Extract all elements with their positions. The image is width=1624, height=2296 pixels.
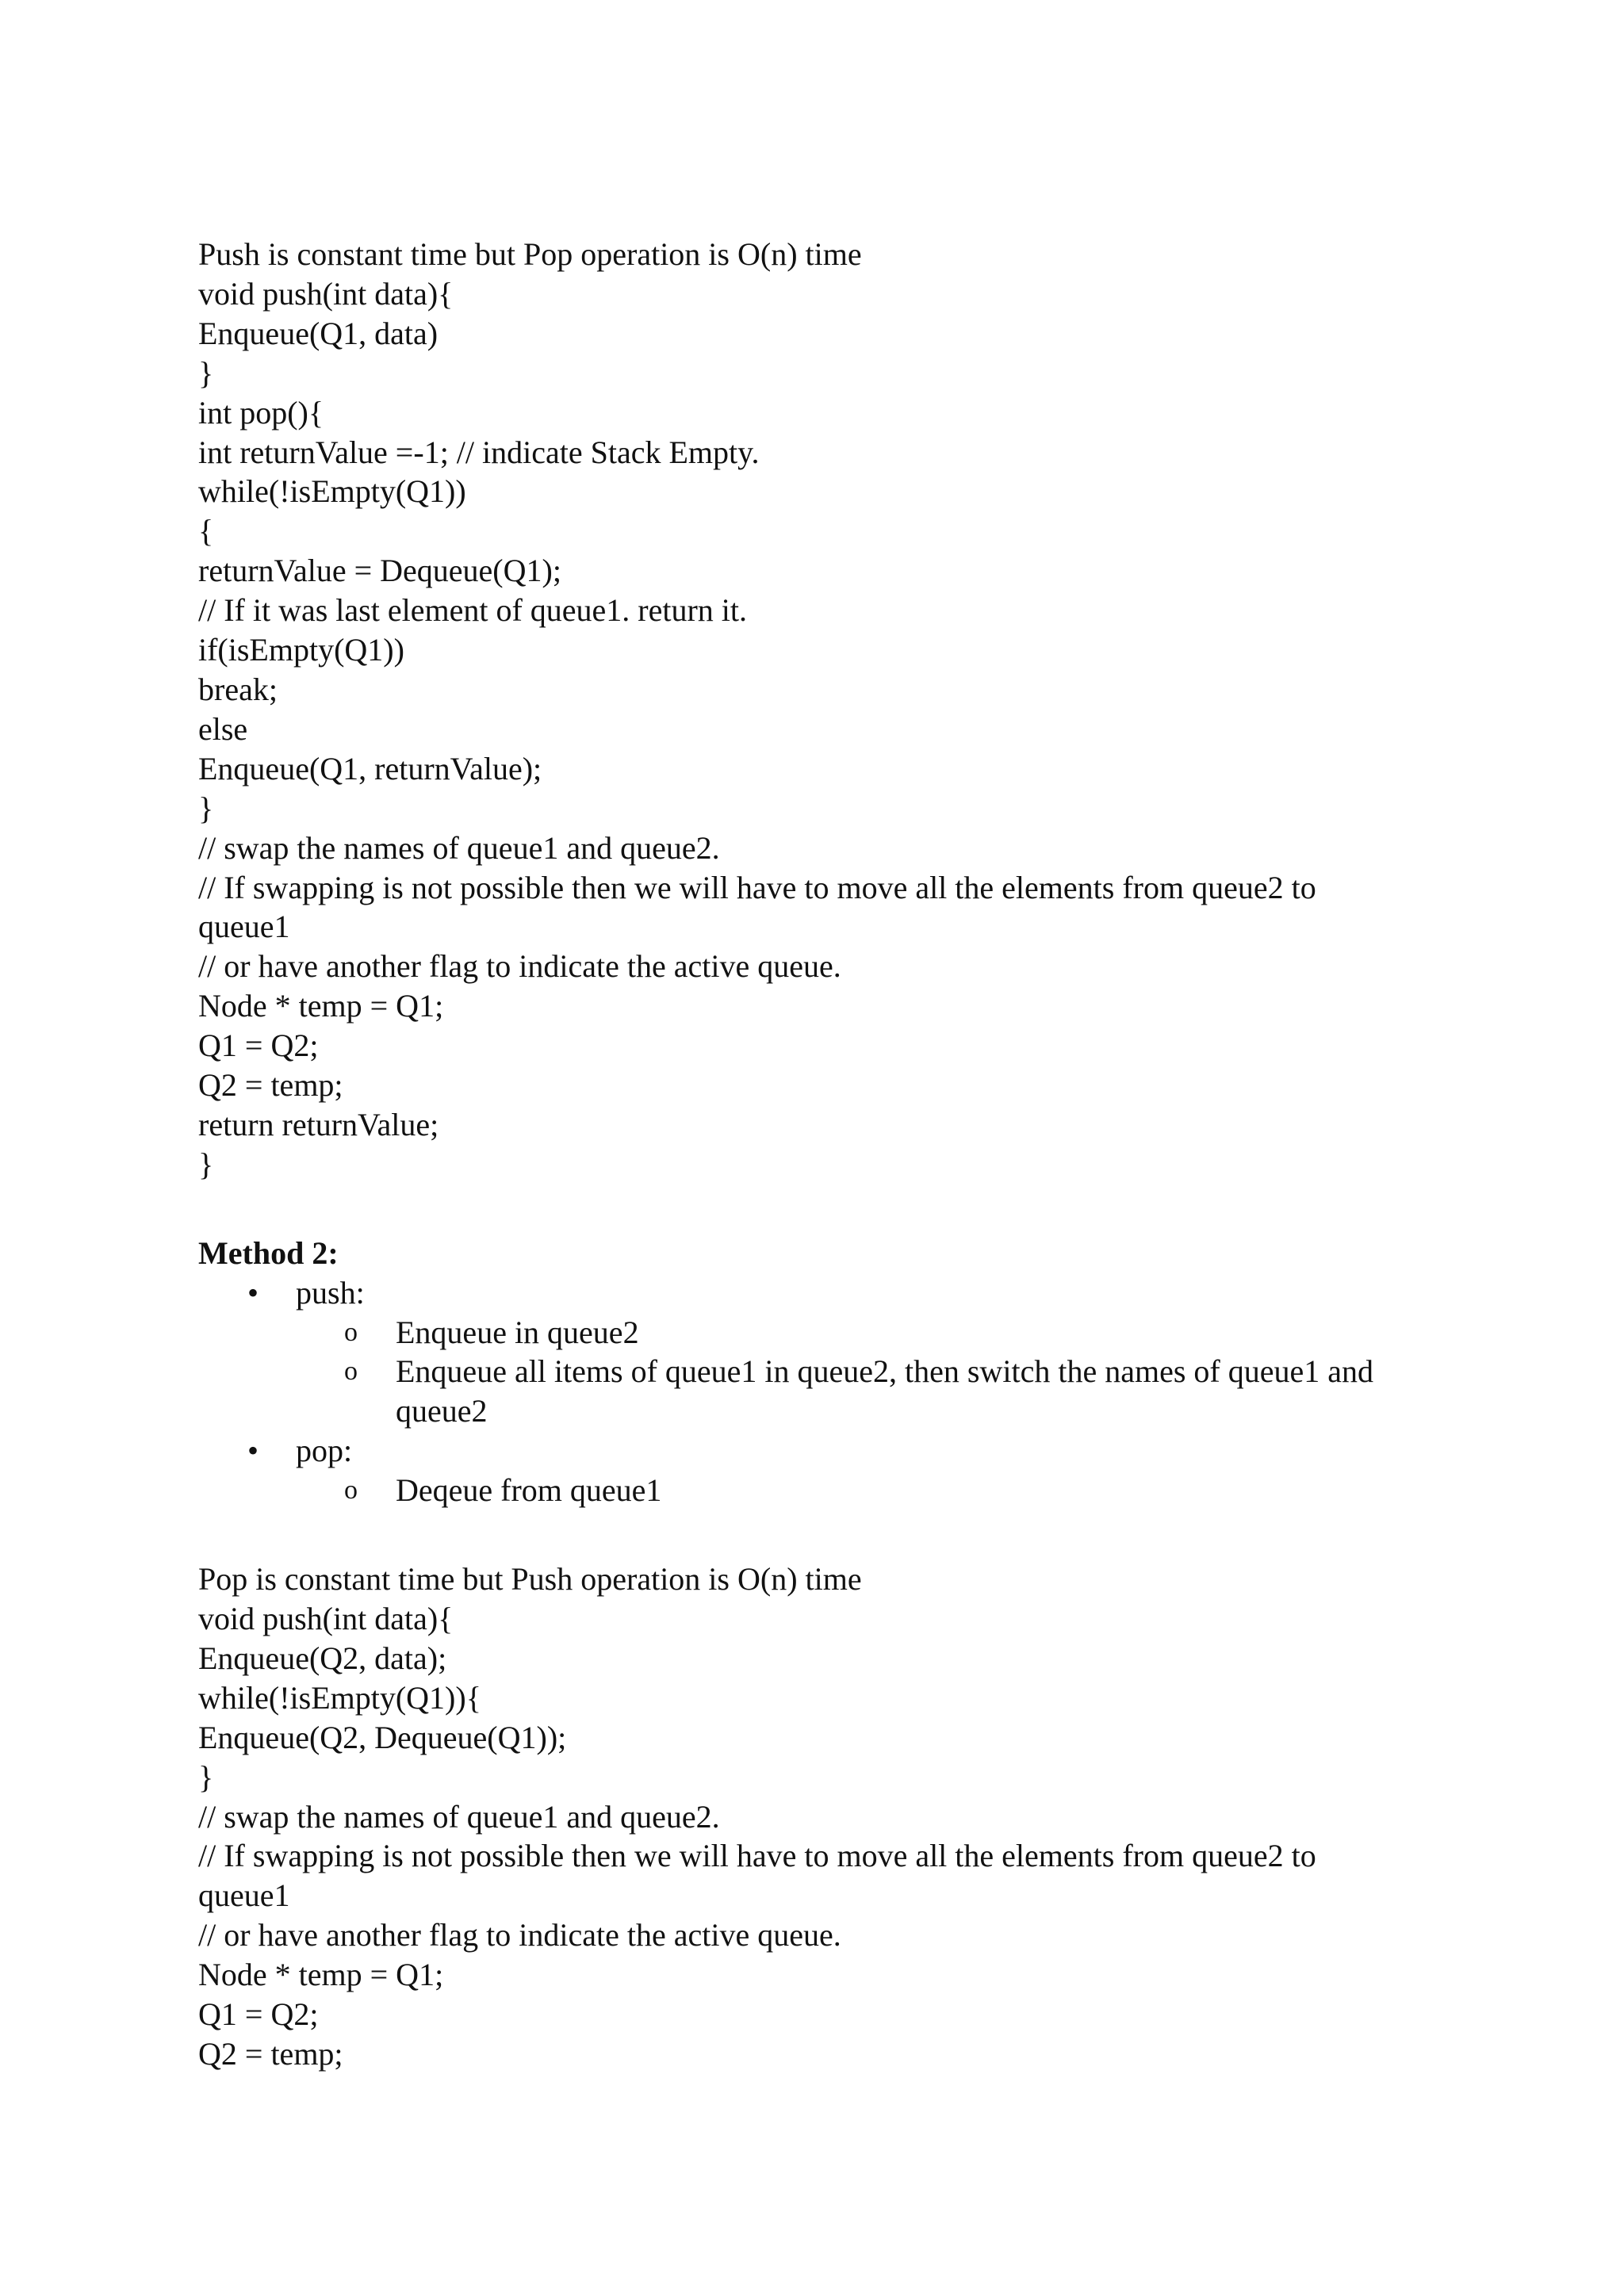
bullet-label: pop:: [296, 1433, 353, 1469]
text-line: Q1 = Q2;: [198, 1027, 319, 1064]
sub-bullet-marker: o: [344, 1357, 358, 1387]
text-line: returnValue = Dequeue(Q1);: [198, 553, 561, 589]
bullet-item-pop: [198, 1431, 1435, 1471]
text-line: Push is constant time but Pop operation is O(n) time: [198, 236, 862, 272]
sub-bullet-text: Deqeue from queue1: [396, 1472, 662, 1509]
text-line: Q2 = temp;: [198, 1067, 343, 1104]
sub-bullet-text: Enqueue all items of queue1 in queue2, then switch the names of queue1 and queue2: [396, 1353, 1373, 1429]
text-line: if(isEmpty(Q1)): [198, 632, 404, 668]
text-line: // swap the names of queue1 and queue2.: [198, 829, 720, 866]
text-line: {: [198, 513, 214, 549]
text-line: while(!isEmpty(Q1)){: [198, 1679, 481, 1716]
sub-bullet-marker: o: [344, 1475, 358, 1506]
text-line: int returnValue =-1; // indicate Stack Empty.: [198, 434, 760, 470]
text-line: // If swapping is not possible then we will have to move all the elements from queue2 to: [198, 869, 1316, 905]
text-line: Q1 = Q2;: [198, 1996, 319, 2033]
text-line: }: [198, 354, 214, 391]
text-line: // or have another flag to indicate the active queue.: [198, 948, 841, 985]
bullet-marker: •: [247, 1433, 259, 1469]
text-line: Enqueue(Q2, Dequeue(Q1));: [198, 1719, 567, 1755]
text-line: int pop(){: [198, 394, 324, 430]
text-line: Enqueue(Q2, data);: [198, 1640, 447, 1676]
text-line: // If it was last element of queue1. return it.: [198, 592, 748, 629]
text-line: void push(int data){: [198, 1601, 454, 1636]
page-content: [198, 235, 1435, 2074]
sub-bullet-item: [198, 1471, 1435, 1510]
text-line: // or have another flag to indicate the active queue.: [198, 1917, 841, 1954]
text-line: Pop is constant time but Push operation is O(n) time: [198, 1561, 862, 1598]
text-line: Node * temp = Q1;: [198, 988, 444, 1024]
text-line: Enqueue(Q1, returnValue);: [198, 750, 542, 786]
text-line: Q2 = temp;: [198, 2035, 343, 2072]
text-line: queue1: [198, 909, 290, 945]
bullet-marker: •: [247, 1274, 259, 1311]
text-line: }: [198, 790, 214, 826]
sub-bullet-text: Enqueue in queue2: [396, 1314, 639, 1350]
text-line: // If swapping is not possible then we will have to move all the elements from queue2 to: [198, 1838, 1316, 1874]
text-line: queue1: [198, 1877, 290, 1914]
text-line: break;: [198, 671, 278, 707]
text-line: // swap the names of queue1 and queue2.: [198, 1798, 720, 1835]
bullet-item-push: [198, 1273, 1435, 1313]
text-line: }: [198, 1758, 214, 1795]
sub-bullet-item: [198, 1352, 1435, 1431]
text-line: }: [198, 1146, 214, 1182]
text-line: else: [198, 710, 248, 747]
sub-bullet-marker: o: [344, 1317, 358, 1347]
method-heading: Method 2:: [198, 1234, 339, 1271]
text-line: while(!isEmpty(Q1)): [198, 473, 466, 510]
pop-on-demand-code: [198, 235, 1435, 1184]
push-on-demand-code: [198, 1559, 1435, 2074]
bullet-label: push:: [296, 1274, 365, 1311]
text-line: void push(int data){: [198, 275, 454, 312]
text-line: return returnValue;: [198, 1106, 439, 1142]
text-line: Enqueue(Q1, data): [198, 315, 439, 351]
sub-bullet-item: [198, 1313, 1435, 1353]
text-line: Node * temp = Q1;: [198, 1957, 444, 1993]
